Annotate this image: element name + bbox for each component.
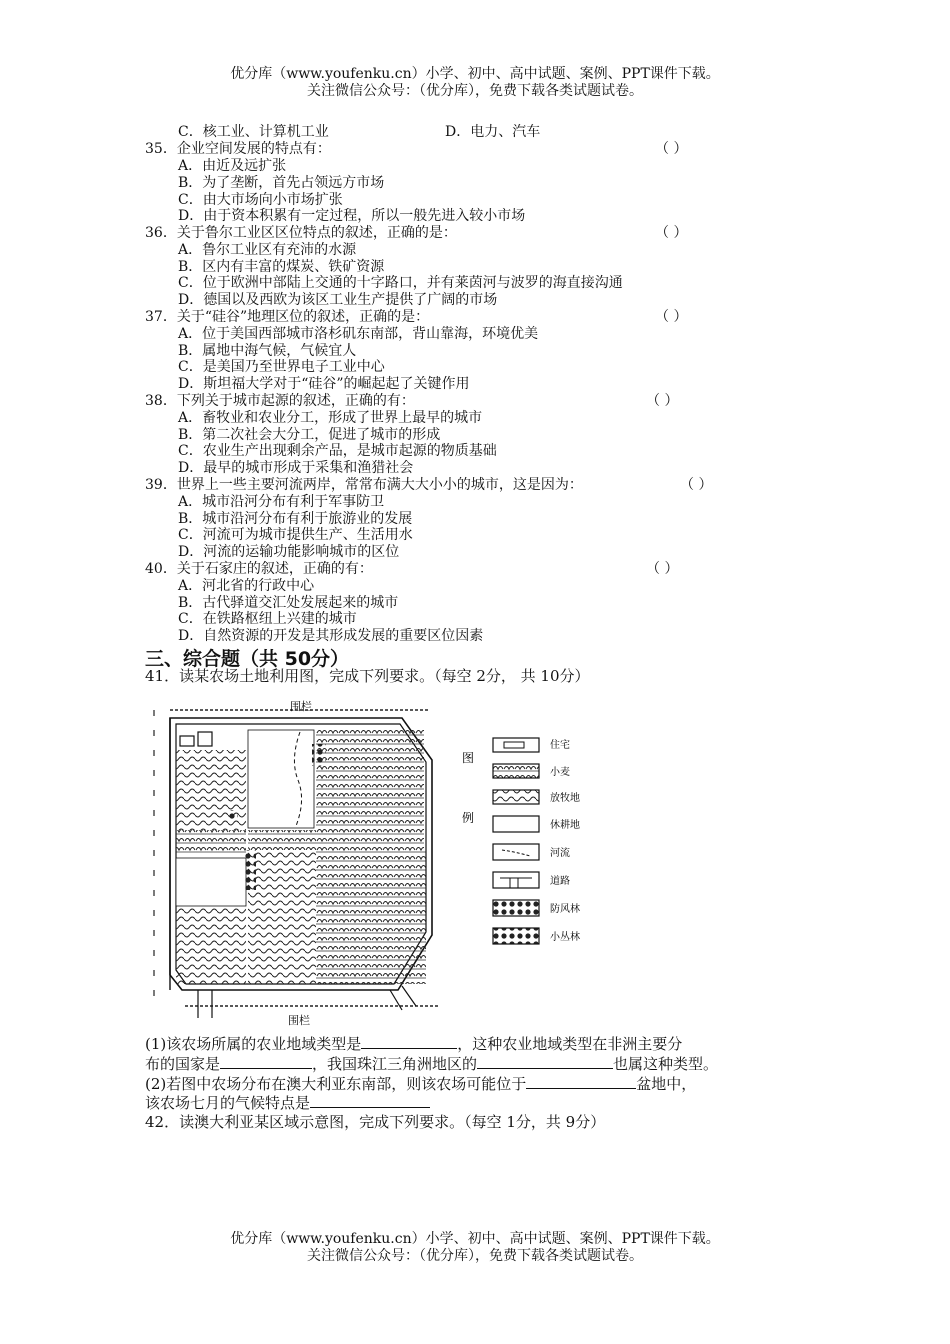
fence-label-bottom: 围栏 [288, 1014, 310, 1027]
q34-option-d: D．电力、汽车 [445, 124, 541, 140]
q40-option-b: B．古代驿道交汇处发展起来的城市 [178, 595, 399, 611]
wheat-field [248, 830, 316, 850]
q42-stem: 42．读澳大利亚某区域示意图，完成下列要求。（每空 1分，共 9分） [145, 1113, 606, 1131]
fallow-land [248, 730, 314, 828]
fence-label-top: 围栏 [290, 700, 312, 713]
q37-option-d: D．斯坦福大学对于“硅谷”的崛起起了关键作用 [178, 376, 470, 392]
q35-option-b: B．为了垄断，首先占领远方市场 [178, 175, 385, 191]
q39-option-b: B．城市沿河分布有利于旅游业的发展 [178, 511, 413, 527]
q36-answer-paren: （ ） [655, 225, 688, 241]
page-footer [0, 1231, 950, 1265]
q41-stem: 41．读某农场土地利用图，完成下列要求。（每空 2分， 共 10分） [145, 667, 590, 685]
header-line-1: 优分库（www.youfenku.cn）小学、初中、高中试题、案例、PPT课件下载。 [230, 66, 720, 82]
map-legend [462, 738, 580, 944]
q35-stem: 35．企业空间发展的特点有： [145, 141, 331, 157]
fallow-land [176, 858, 246, 906]
q41-part1-line1: (1)该农场所属的农业地域类型是 ，这种农业地域类型在非洲主要分 [145, 1035, 683, 1053]
windbreak-forest [244, 850, 256, 890]
answer-blank-pearl-delta[interactable] [477, 1055, 613, 1069]
legend-windbreak: 防风林 [550, 904, 580, 915]
header-line-2: 关注微信公众号：（优分库），免费下载各类试题试卷。 [307, 83, 643, 99]
pasture-area [248, 850, 316, 984]
q36-option-d: D．德国以及西欧为该区工业生产提供了广阔的市场 [178, 292, 498, 308]
q35-option-a: A．由近及远扩张 [178, 158, 287, 174]
q37-stem: 37．关于“硅谷”地理区位的叙述，正确的是： [145, 309, 430, 325]
q38-option-c: C．农业生产出现剩余产品，是城市起源的物质基础 [178, 443, 497, 459]
farm-land-use-map [140, 700, 610, 1030]
legend-title-char: 例 [462, 811, 475, 825]
q40-option-c: C．在铁路枢纽上兴建的城市 [178, 611, 357, 627]
q37-option-c: C．是美国乃至世界电子工业中心 [178, 359, 385, 375]
q38-answer-paren: （ ） [646, 393, 679, 409]
q41-part1-line2: 布的国家是 ，我国珠江三角洲地区的 也属这种类型。 [145, 1055, 719, 1073]
q40-stem: 40．关于石家庄的叙述，正确的有： [145, 561, 373, 577]
q39-option-a: A．城市沿河分布有利于军事防卫 [178, 494, 385, 510]
q38-stem: 38．下列关于城市起源的叙述，正确的有： [145, 393, 415, 409]
q41-part2-line2: 该农场七月的气候特点是 [145, 1094, 430, 1112]
answer-blank-africa-country[interactable] [220, 1055, 312, 1069]
section-heading: 三、综合题（共 50分） [145, 648, 350, 670]
q36-option-a: A．鲁尔工业区有充沛的水源 [178, 242, 357, 258]
pasture-area [176, 908, 246, 984]
small-woods [228, 810, 238, 820]
q35-option-c: C．由大市场向小市场扩张 [178, 192, 343, 208]
q38-option-b: B．第二次社会大分工，促进了城市的形成 [178, 427, 441, 443]
q35-answer-paren: （ ） [655, 141, 688, 157]
q36-option-b: B．区内有丰富的煤炭、铁矿资源 [178, 259, 385, 275]
q38-option-d: D．最早的城市形成于采集和渔猎社会 [178, 460, 414, 476]
wheat-field [316, 730, 424, 850]
wheat-field [316, 850, 426, 984]
legend-small-woods: 小丛林 [550, 932, 580, 943]
legend-residence: 住宅 [550, 740, 570, 751]
q39-option-c: C．河流可为城市提供生产、生活用水 [178, 527, 413, 543]
q36-option-c: C．位于欧洲中部陆上交通的十字路口，并有莱茵河与波罗的海直接沟通 [178, 275, 623, 291]
legend-title-char: 图 [462, 751, 475, 765]
legend-pasture: 放牧地 [550, 793, 580, 804]
legend-road: 道路 [550, 876, 570, 887]
wheat-field [176, 830, 246, 856]
q40-option-a: A．河北省的行政中心 [178, 578, 315, 594]
q37-answer-paren: （ ） [655, 309, 688, 325]
q39-answer-paren: （ ） [680, 477, 713, 493]
page-header [0, 66, 950, 100]
q39-option-d: D．河流的运输功能影响城市的区位 [178, 544, 400, 560]
answer-blank-basin[interactable] [526, 1075, 636, 1089]
legend-fallow: 休耕地 [550, 820, 580, 831]
q38-option-a: A．畜牧业和农业分工，形成了世界上最早的城市 [178, 410, 483, 426]
q34-option-c: C．核工业、计算机工业 [178, 124, 329, 140]
q35-option-d: D．由于资本积累有一定过程，所以一般先进入较小市场 [178, 208, 526, 224]
answer-blank-farm-type[interactable] [361, 1035, 457, 1049]
footer-line-1: 优分库（www.youfenku.cn）小学、初中、高中试题、案例、PPT课件下载。 [230, 1231, 720, 1247]
q40-answer-paren: （ ） [646, 561, 679, 577]
q37-option-a: A．位于美国西部城市洛杉矶东南部，背山靠海，环境优美 [178, 326, 539, 342]
q39-stem: 39．世界上一些主要河流两岸，常常布满大大小小的城市，这是因为： [145, 477, 583, 493]
q36-stem: 36．关于鲁尔工业区区位特点的叙述，正确的是： [145, 225, 457, 241]
legend-river: 河流 [550, 848, 570, 859]
footer-line-2: 关注微信公众号：（优分库），免费下载各类试题试卷。 [307, 1248, 643, 1264]
small-woods [312, 744, 326, 766]
answer-blank-july-climate[interactable] [310, 1094, 430, 1108]
q37-option-b: B．属地中海气候，气候宜人 [178, 343, 357, 359]
q41-part2-line1: (2)若图中农场分布在澳大利亚东南部，则该农场可能位于 盆地中， [145, 1075, 697, 1093]
legend-wheat: 小麦 [550, 767, 570, 778]
q40-option-d: D．自然资源的开发是其形成发展的重要区位因素 [178, 628, 484, 644]
